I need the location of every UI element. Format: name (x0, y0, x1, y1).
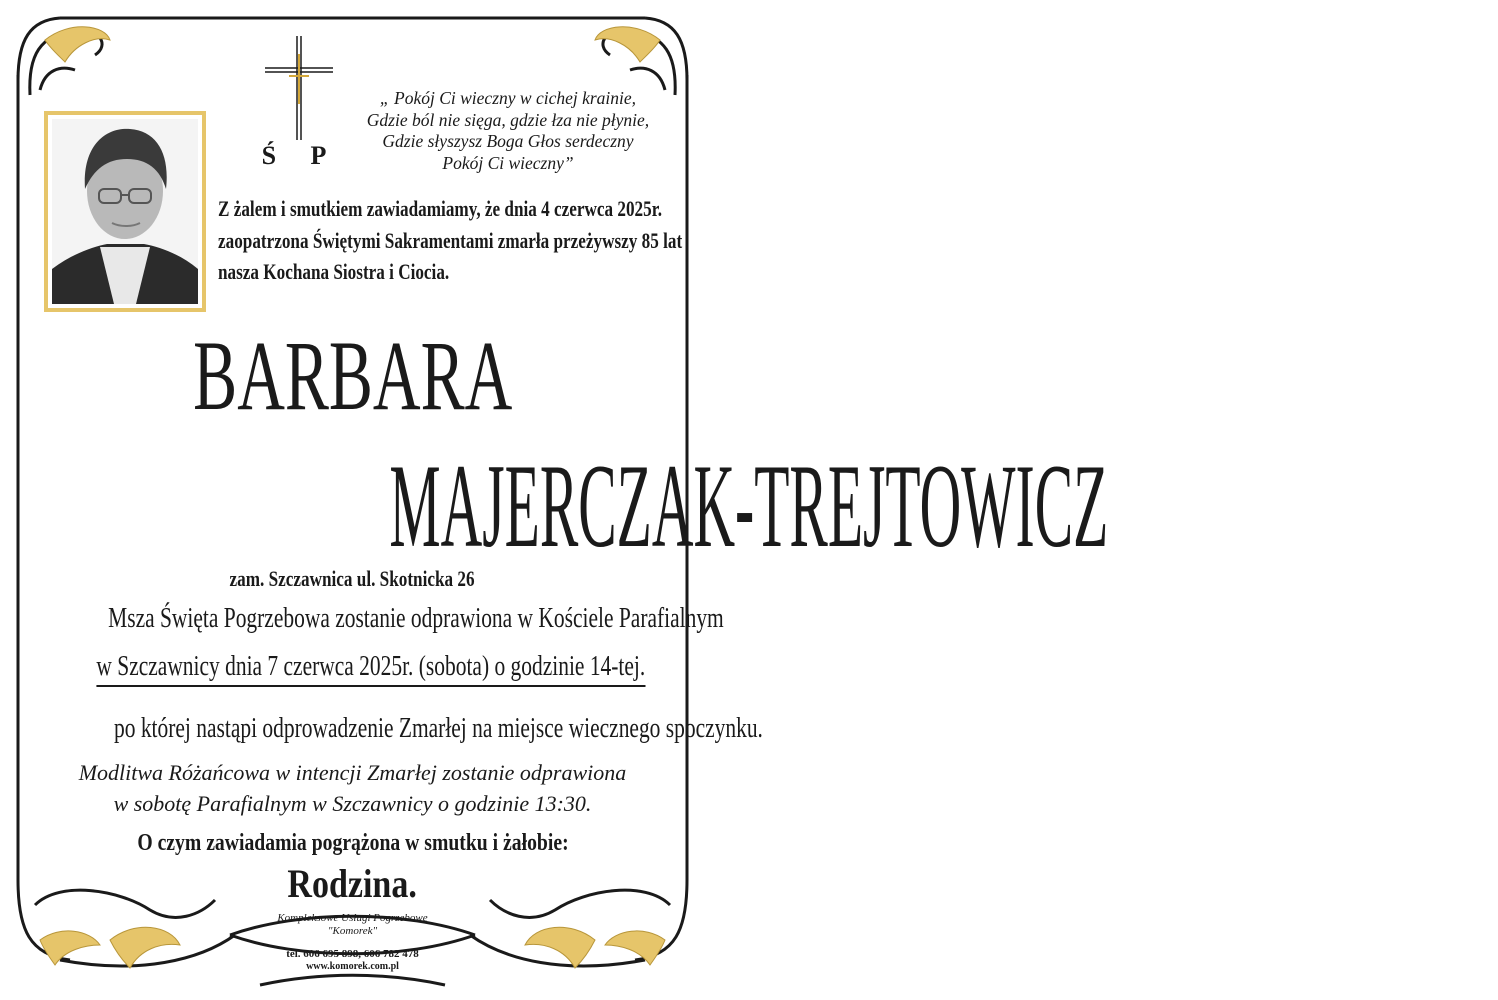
portrait-image (52, 119, 198, 304)
family-text: Rodzina. (287, 861, 418, 906)
announcement-intro (218, 193, 688, 288)
family-signature (0, 860, 705, 907)
deceased-first-name (0, 320, 705, 431)
gold-leaf-top-right (595, 27, 660, 62)
deceased-last-name (0, 439, 1109, 572)
mass-text: Msza Święta Pogrzebowa zostanie odprawiona w Kościele Parafialnym (108, 602, 724, 634)
address (0, 566, 705, 592)
family-notice (0, 830, 705, 857)
mass-text: w Szczawnicy dnia 7 czerwca 2025r. (sobota) o godzinie 14-tej. (96, 650, 645, 687)
poem-line: Gdzie ból nie sięga, gdzie łza nie płynie, (366, 109, 650, 130)
funeral-company (230, 912, 475, 973)
cross-icon (263, 34, 335, 142)
prayer-line-2: w sobotę Parafialnym w Szczawnicy o godzinie 13:30. (113, 791, 592, 816)
cross-letters: Ś P (261, 141, 341, 170)
intro-line: nasza Kochana Siostra i Ciocia. (218, 259, 450, 284)
poem-line: Gdzie słyszysz Boga Głos serdeczny (382, 131, 634, 151)
company-name: "Komorek" (327, 925, 378, 937)
last-name-text: MAJERCZAK-TREJTOWICZ (389, 439, 1109, 572)
gold-leaf-top-left (45, 27, 110, 62)
mass-line-1 (0, 602, 724, 635)
company-phone: tel. 606 695 898, 606 782 478 (286, 948, 419, 960)
company-tagline: Kompleksowe Usługi Pogrzebowe (277, 912, 428, 924)
poem-line: Pokój Ci wieczny” (442, 152, 574, 173)
mass-line-3 (0, 712, 763, 745)
intro-line: Z żalem i smutkiem zawiadamiamy, że dnia 4 czerwca 2025r. (218, 196, 663, 221)
prayer-line-1: Modlitwa Różańcowa w intencji Zmarłej zostanie odprawiona (78, 760, 627, 785)
first-name-text: BARBARA (192, 320, 513, 431)
portrait-photo (44, 111, 206, 312)
company-website: www.komorek.com.pl (306, 961, 399, 972)
address-text: zam. Szczawnica ul. Skotnicka 26 (229, 566, 476, 591)
poem (330, 88, 686, 174)
notice-text: O czym zawiadamia pogrążona w smutku i żałobie: (136, 830, 569, 856)
intro-line: zaopatrzona Świętymi Sakramentami zmarła przeżywszy 85 lat (218, 227, 683, 253)
mass-text: po której nastąpi odprowadzenie Zmarłej na miejsce wiecznego spoczynku. (114, 712, 763, 744)
poem-line: „ Pokój Ci wieczny w cichej krainie, (379, 88, 637, 108)
mass-line-2 (0, 650, 705, 687)
